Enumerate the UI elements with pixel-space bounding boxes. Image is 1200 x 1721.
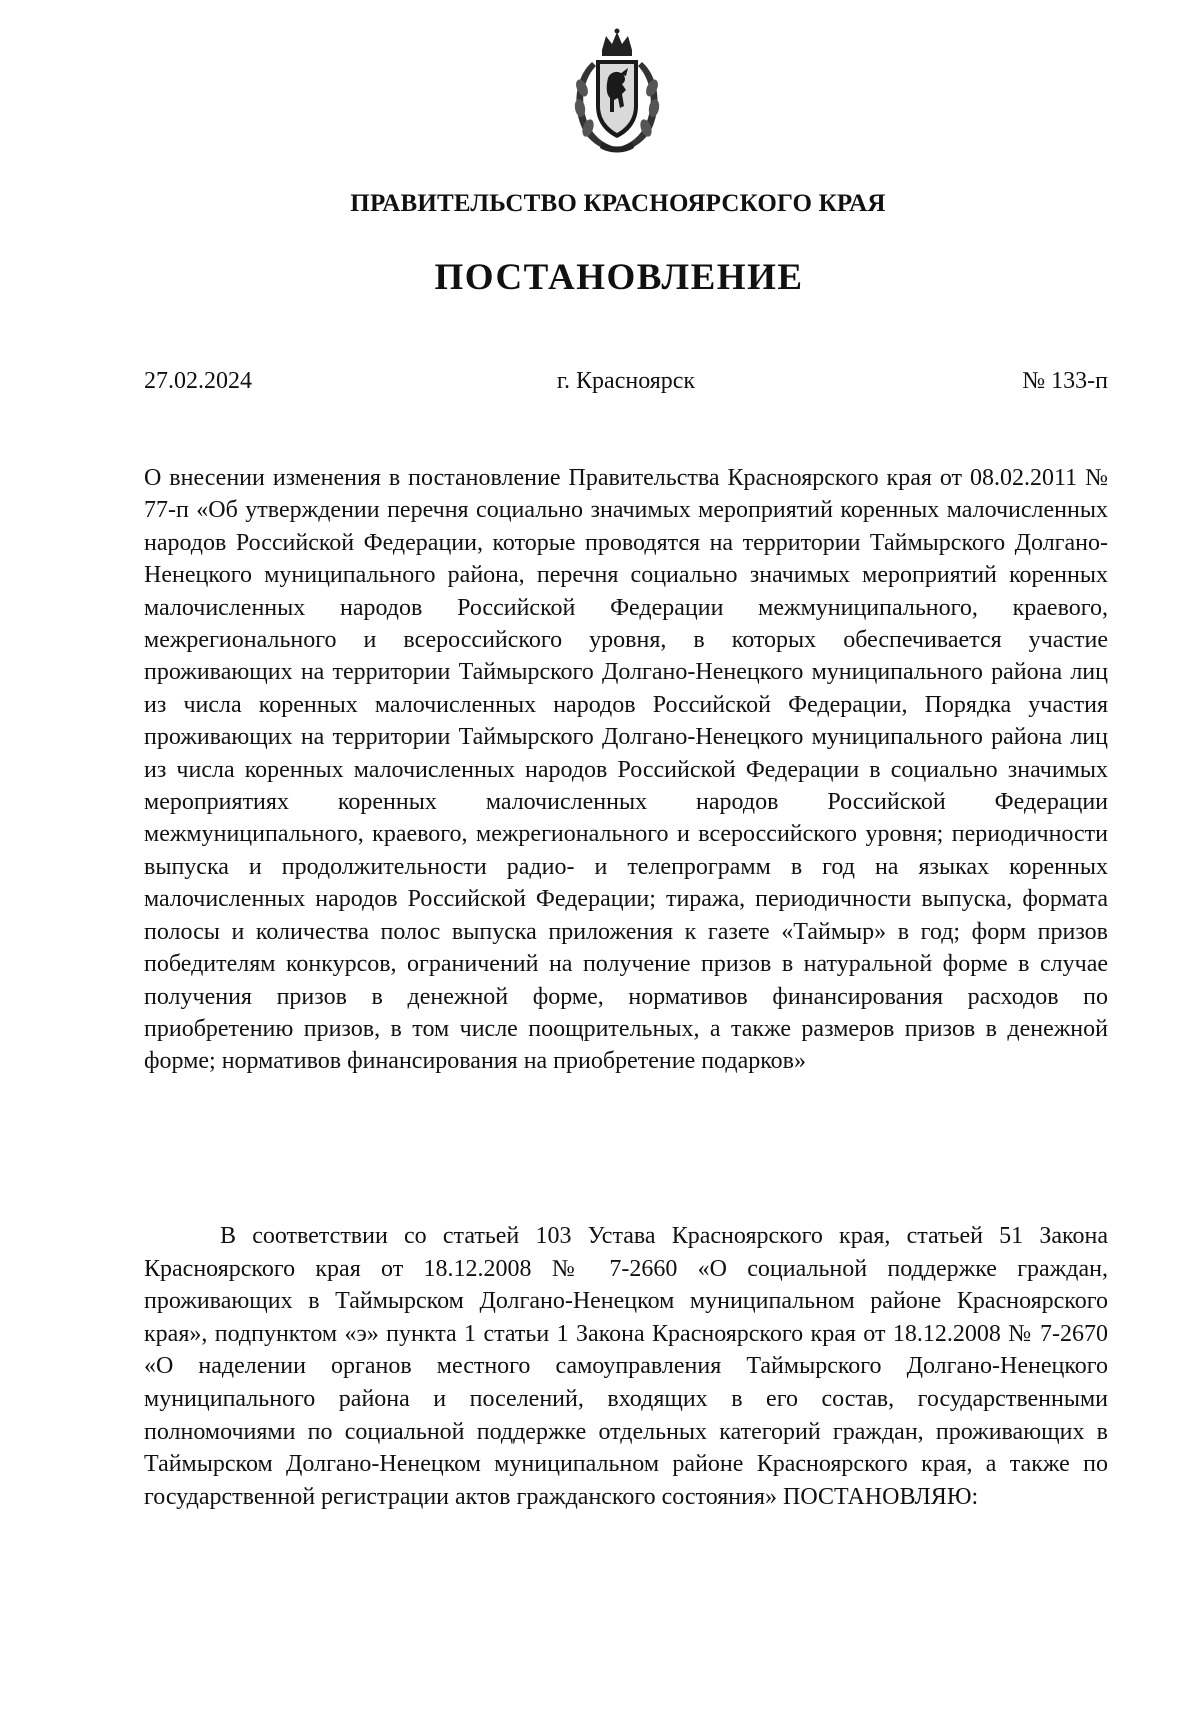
coat-of-arms-icon [562, 28, 672, 158]
document-preamble: В соответствии со статьей 103 Устава Красноярского края, статьей 51 Закона Красноярского края от 18.12.2008 № 7-2660 «О социальной поддержке граждан, проживающих в Таймырском Долгано-Ненецком муниципальном районе Красноярского края», подпунктом «э» пункта 1 статьи 1 Закона Красноярского края от 18.12.2008 № 7-2670 «О наделении органов местного самоуправления Таймырского Долгано-Ненецкого муниципального района и поселений, входящих в его состав, государственными полномочиями по социальной поддержке отдельных категорий граждан, проживающих в Таймырском Долгано-Ненецком муниципальном районе Красноярского края, а также по государственной регистрации актов гражданского состояния» ПОСТАНОВЛЯЮ: [144, 1223, 1108, 1510]
document-city: г. Красноярск [556, 368, 696, 394]
document-date: 27.02.2024 [144, 368, 252, 394]
document-meta-row [144, 368, 1108, 402]
document-type-title: ПОСТАНОВЛЕНИЕ [434, 257, 804, 298]
document-subject: О внесении изменения в постановление Правительства Красноярского края от 08.02.2011 № 77-п «Об утверждении перечня социально значимых мероприятий коренных малочисленных народов Российской Федерации, которые проводятся на территории Таймырского Долгано-Ненецкого муниципального района, перечня социально значимых мероприятий коренных малочисленных народов Российской Федерации межмуниципального, краевого, межрегионального и всероссийского уровня, в которых обеспечивается участие проживающих на территории Таймырского Долгано-Ненецкого муниципального района лиц из числа коренных малочисленных народов Российской Федерации, Порядка участия проживающих на территории Таймырского Долгано-Ненецкого муниципального района лиц из числа коренных малочисленных народов Российской Федерации в социально значимых мероприятиях коренных малочисленных народов Российской Федерации межмуниципального, краевого, межрегионального и всероссийского уровня; периодичности выпуска и продолжительности радио- и телепрограмм в год на языках коренных малочисленных народов Российской Федерации; тиража, периодичности выпуска, формата полосы и количества полос выпуска приложения к газете «Таймыр» в год; форм призов победителям конкурсов, ограничений на получение призов в натуральной форме в случае получения призов в денежной форме, нормативов финансирования расходов по приобретению призов, в том числе поощрительных, а также размеров призов в денежной форме; нормативов финансирования на приобретение подарков» [144, 465, 1108, 1075]
document-number: № 133-п [1022, 368, 1108, 394]
government-title: ПРАВИТЕЛЬСТВО КРАСНОЯРСКОГО КРАЯ [350, 190, 886, 217]
